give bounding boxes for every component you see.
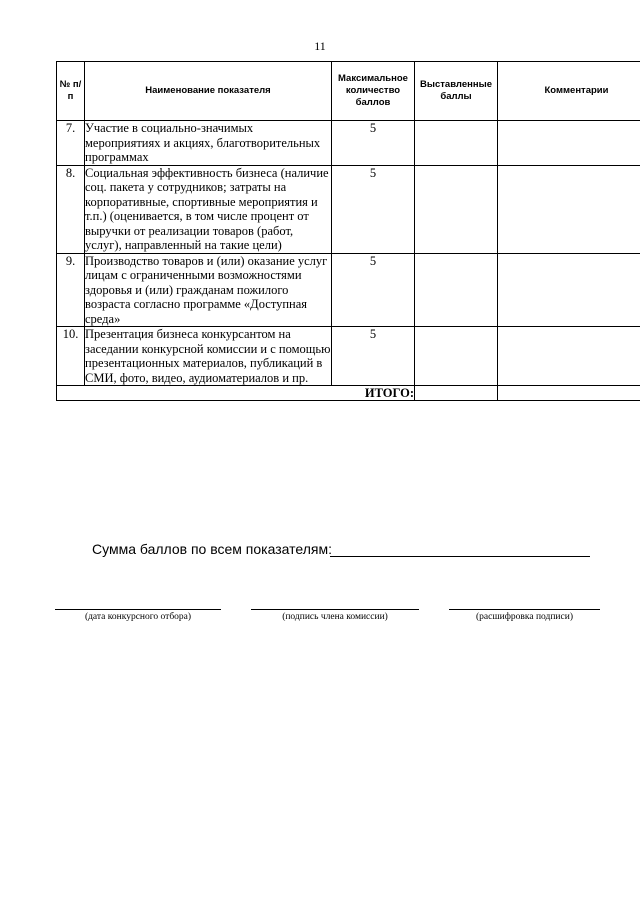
- header-max-points: Максимальное количество баллов: [332, 62, 415, 121]
- table-row: [57, 253, 640, 327]
- table-row: [57, 327, 640, 386]
- decoding-caption: (расшифровка подписи): [476, 612, 573, 622]
- table-header-row: [57, 62, 640, 121]
- indicator-name: Социальная эффективность бизнеса (наличие соц. пакета у сотрудников; затраты на корпоративные, спортивные мероприятия и т.п.) (оценивается, в том числе процент от выручки от реализации товаров (работ, услуг), направленный на такие цели): [85, 165, 332, 253]
- sum-blank-field[interactable]: [330, 556, 590, 557]
- comment-cell[interactable]: [498, 327, 640, 386]
- date-blank-line[interactable]: [55, 609, 221, 610]
- comment-cell[interactable]: [498, 121, 640, 166]
- signature-blank-line[interactable]: [251, 609, 419, 610]
- total-comment-cell[interactable]: [498, 386, 640, 401]
- total-points-cell[interactable]: [415, 386, 498, 401]
- table-row: [57, 121, 640, 166]
- row-number: 8.: [57, 165, 85, 253]
- max-points: 5: [332, 327, 415, 386]
- given-points-cell[interactable]: [415, 165, 498, 253]
- given-points-cell[interactable]: [415, 121, 498, 166]
- max-points: 5: [332, 121, 415, 166]
- sum-of-points-line: [92, 541, 332, 557]
- criteria-table: [56, 61, 640, 401]
- date-caption: (дата конкурсного отбора): [84, 612, 192, 622]
- row-number: 7.: [57, 121, 85, 166]
- decoding-blank-line[interactable]: [449, 609, 600, 610]
- header-indicator-name: Наименование показателя: [85, 62, 332, 121]
- decoding-signature-block: [449, 609, 600, 622]
- comment-cell[interactable]: [498, 253, 640, 327]
- indicator-name: Презентация бизнеса конкурсантом на заседании конкурсной комиссии и с помощью презентационных материалов, публикаций в СМИ, фото, видео, аудиоматериалов и пр.: [85, 327, 331, 385]
- indicator-name: Участие в социально-значимых мероприятиях и акциях, благотворительных программах: [85, 121, 332, 166]
- date-signature-block: [55, 609, 221, 622]
- given-points-cell[interactable]: [415, 253, 498, 327]
- header-comments: Комментарии: [498, 62, 640, 121]
- max-points: 5: [332, 165, 415, 253]
- total-label: ИТОГО:: [57, 386, 415, 401]
- header-given-points: Выставленные баллы: [415, 62, 498, 121]
- comment-cell[interactable]: [498, 165, 640, 253]
- row-number: 9.: [57, 253, 85, 327]
- indicator-name: Производство товаров и (или) оказание услуг лицам с ограниченными возможностями здоровья и (или) гражданам пожилого возраста согласно программе «Доступная среда»: [85, 253, 332, 327]
- header-number: № п/п: [57, 62, 85, 121]
- signature-block: [251, 609, 419, 622]
- row-number: 10.: [57, 327, 85, 386]
- given-points-cell[interactable]: [415, 327, 498, 386]
- sum-label: Сумма баллов по всем показателям:: [92, 541, 332, 557]
- total-row: [57, 386, 640, 401]
- max-points: 5: [332, 253, 415, 327]
- signature-caption: (подпись члена комиссии): [282, 612, 388, 622]
- page-number: 11: [314, 39, 326, 53]
- table-row: [57, 165, 640, 253]
